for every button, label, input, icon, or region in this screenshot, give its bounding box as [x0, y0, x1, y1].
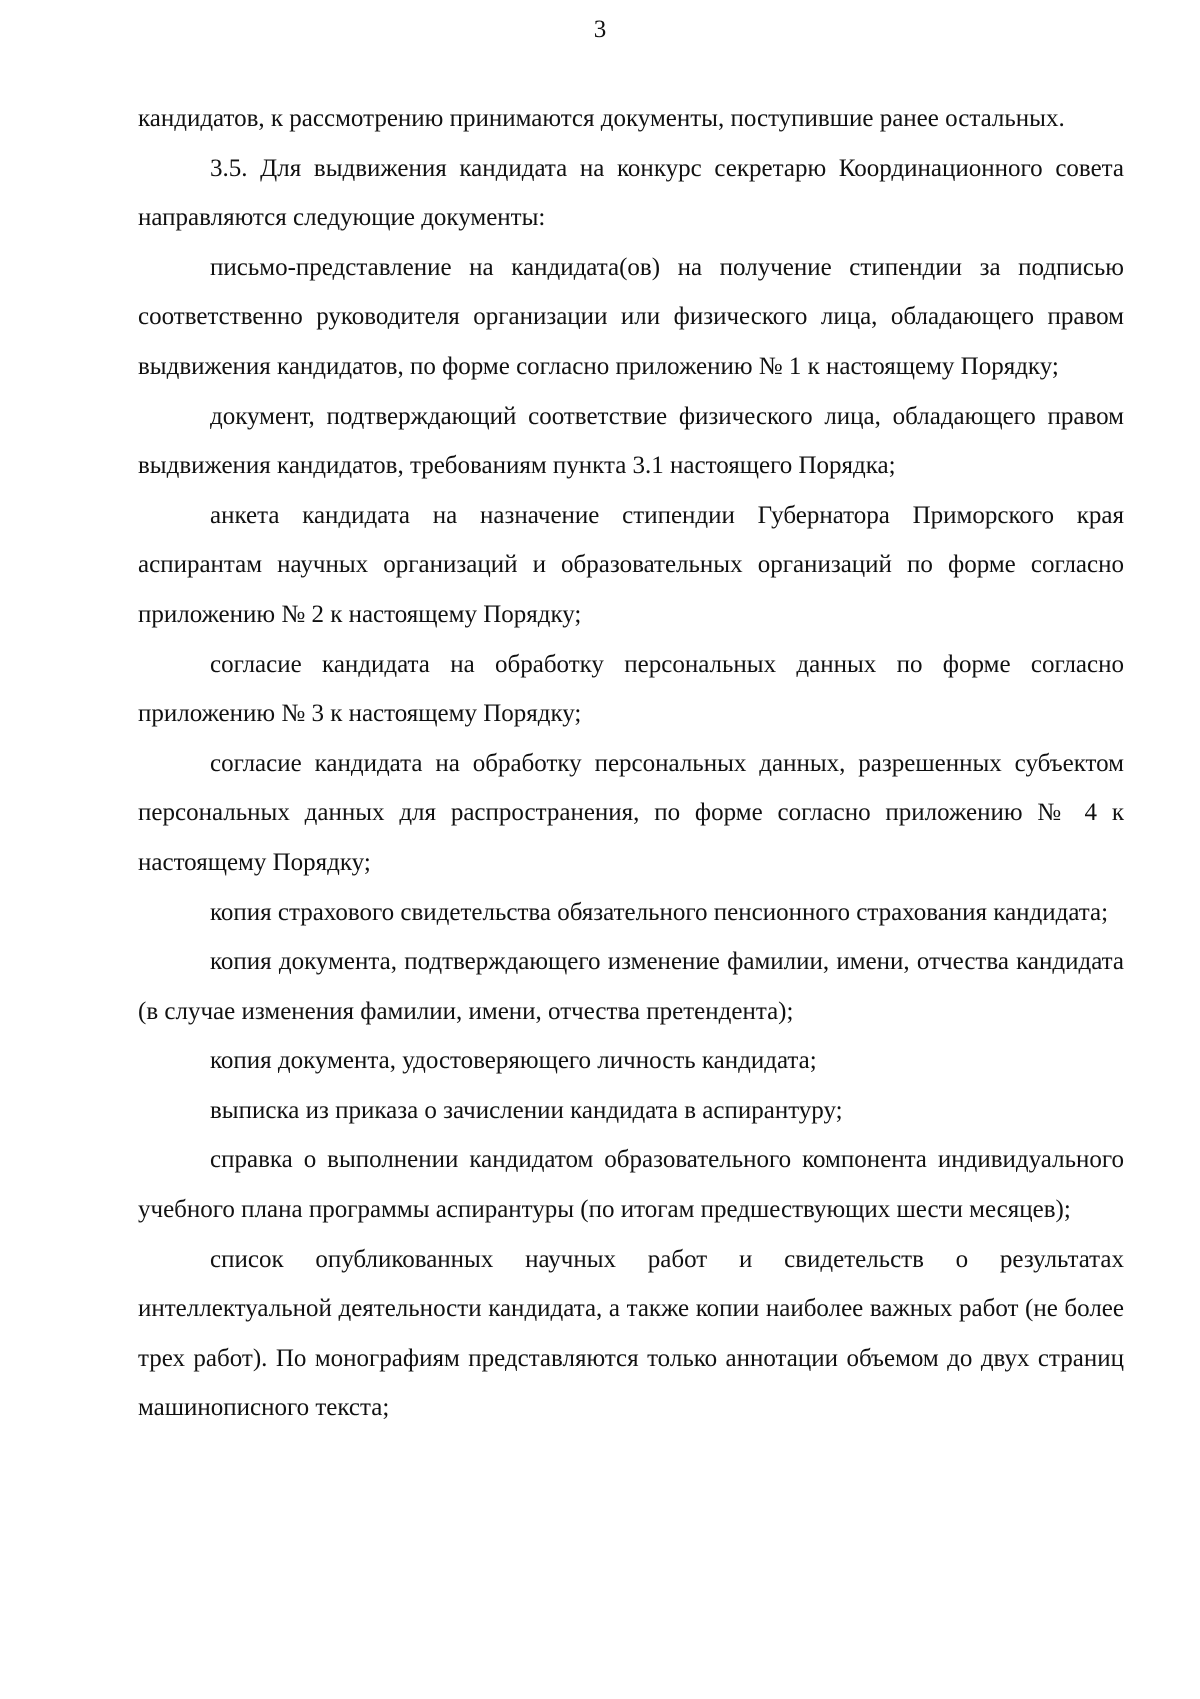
- list-item-compliance-doc: документ, подтверждающий соответствие физического лица, обладающего правом выдвижения кандидатов, требованиям пункта 3.1 настоящего Порядка;: [138, 402, 1124, 480]
- list-item-enrollment-extract: выписка из приказа о зачислении кандидата в аспирантуру;: [210, 1096, 843, 1124]
- list-item-letter: письмо-представление на кандидата(ов) на получение стипендии за подписью соответственно руководителя организации или физического лица, обладающего правом выдвижения кандидатов, по форме согласно приложению № 1 к настоящему Порядку;: [138, 253, 1124, 380]
- paragraph-clause-3-5: 3.5. Для выдвижения кандидата на конкурс секретарю Координационного совета направляются следующие документы:: [138, 154, 1124, 232]
- list-item-consent-processing: согласие кандидата на обработку персональных данных по форме согласно приложению № 3 к настоящему Порядку;: [138, 650, 1124, 728]
- list-item-identity-copy: копия документа, удостоверяющего личность кандидата;: [210, 1047, 817, 1075]
- list-item-study-certificate: справка о выполнении кандидатом образовательного компонента индивидуального учебного плана программы аспирантуры (по итогам предшествующих шести месяцев);: [138, 1146, 1124, 1224]
- list-item-publications-list: список опубликованных научных работ и свидетельств о результатах интеллектуальной деятельности кандидата, а также копии наиболее важных работ (не более трех работ). По монографиям представляются только аннотации объемом до двух страниц машинописного текста;: [138, 1245, 1124, 1422]
- list-item-insurance-copy: копия страхового свидетельства обязательного пенсионного страхования кандидата;: [210, 898, 1109, 926]
- document-body: [138, 94, 1124, 1433]
- list-item-consent-distribution: согласие кандидата на обработку персональных данных, разрешенных субъектом персональных данных для распространения, по форме согласно приложению № 4 к настоящему Порядку;: [138, 749, 1124, 876]
- list-item-name-change-copy: копия документа, подтверждающего изменение фамилии, имени, отчества кандидата (в случае изменения фамилии, имени, отчества претендента);: [138, 948, 1124, 1025]
- paragraph-continuation: кандидатов, к рассмотрению принимаются документы, поступившие ранее остальных.: [138, 105, 1065, 132]
- page-number: 3: [593, 16, 607, 43]
- list-item-questionnaire: анкета кандидата на назначение стипендии Губернатора Приморского края аспирантам научных организаций и образовательных организаций по форме согласно приложению № 2 к настоящему Порядку;: [138, 501, 1124, 628]
